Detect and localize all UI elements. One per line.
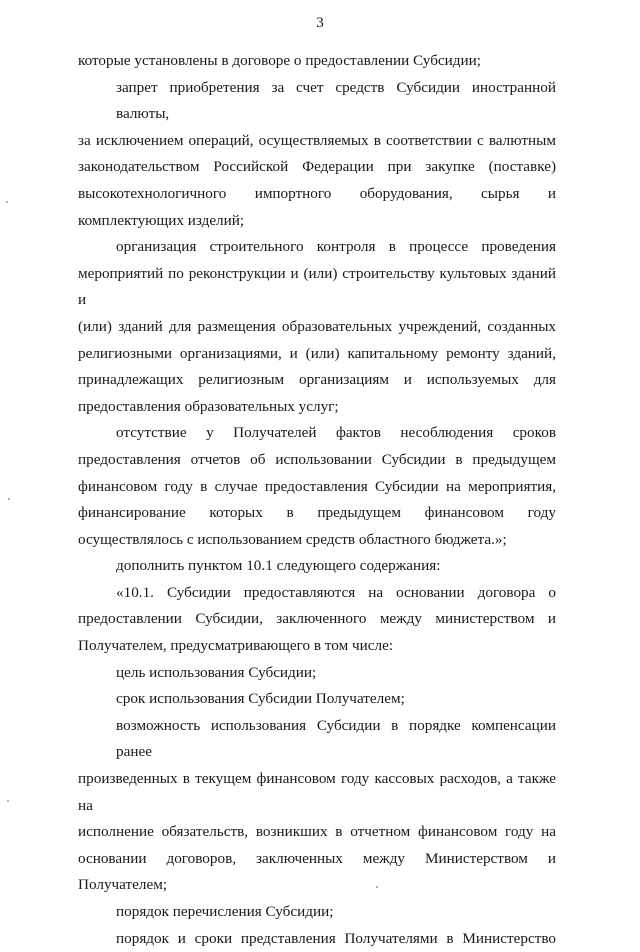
- text-line: религиозными организациями, и (или) капитальному ремонту зданий,: [78, 344, 556, 362]
- text-line: Получателем, предусматривающего в том числе:: [78, 637, 394, 655]
- scan-speck: [8, 498, 10, 500]
- paragraph: [78, 234, 556, 420]
- text-line: отсутствие у Получателей фактов несоблюдения сроков: [116, 424, 556, 442]
- scan-speck: [7, 800, 9, 802]
- paragraph: [78, 48, 556, 75]
- text-line: осуществлялось с использованием средств областного бюджета.»;: [78, 530, 507, 548]
- text-line: цель использования Субсидии;: [116, 663, 317, 681]
- text-line: предоставления отчетов об использовании Субсидии в предыдущем: [78, 450, 556, 468]
- text-line: исполнение обязательств, возникших в отчетном финансовом году на: [78, 823, 556, 841]
- text-line: мероприятий по реконструкции и (или) строительству культовых зданий и: [78, 264, 556, 309]
- paragraph: [78, 899, 556, 926]
- text-line: принадлежащих религиозным организациям и используемых для: [78, 371, 556, 389]
- paragraph: [78, 713, 556, 899]
- text-line: порядок и сроки представления Получателями в Министерство: [116, 929, 556, 947]
- paragraph: [78, 580, 556, 660]
- text-line: организация строительного контроля в процессе проведения: [116, 238, 556, 256]
- paragraph: [78, 553, 556, 580]
- paragraph: [78, 75, 556, 235]
- text-line: срок использования Субсидии Получателем;: [116, 690, 405, 708]
- text-line: которые установлены в договоре о предоставлении Субсидии;: [78, 52, 482, 69]
- document-body: [78, 48, 556, 952]
- text-line: возможность использования Субсидии в порядке компенсации ранее: [116, 716, 556, 761]
- text-line: высокотехнологичного импортного оборудования, сырья и: [78, 184, 556, 202]
- text-line: за исключением операций, осуществляемых в соответствии с валютным: [78, 131, 556, 149]
- scan-speck: [376, 886, 378, 888]
- paragraph: [78, 686, 556, 713]
- text-line: финансовом году в случае предоставления Субсидии на мероприятия,: [78, 477, 556, 495]
- text-line: произведенных в текущем финансовом году кассовых расходов, а также на: [78, 770, 556, 814]
- paragraph: [78, 660, 556, 687]
- text-line: порядок перечисления Субсидии;: [116, 903, 334, 920]
- scan-speck: [6, 201, 8, 203]
- text-line: запрет приобретения за счет средств Субсидии иностранной валюты,: [116, 78, 556, 123]
- paragraph: [78, 420, 556, 553]
- text-line: комплектующих изделий;: [78, 211, 245, 229]
- text-line: основании договоров, заключенных между Министерством и: [78, 849, 556, 867]
- text-line: предоставления образовательных услуг;: [78, 397, 339, 415]
- text-line: предоставлении Субсидии, заключенного между министерством и: [78, 610, 556, 628]
- text-line: законодательством Российской Федерации при закупке (поставке): [78, 158, 556, 176]
- paragraph: [78, 926, 556, 952]
- text-line: «10.1. Субсидии предоставляются на основании договора о: [116, 583, 556, 601]
- text-line: Получателем;: [78, 876, 168, 894]
- text-line: (или) зданий для размещения образовательных учреждений, созданных: [78, 317, 556, 335]
- text-line: финансирование которых в предыдущем финансовом году: [78, 504, 556, 522]
- page-number: 3: [316, 15, 324, 31]
- text-line: дополнить пунктом 10.1 следующего содержания:: [116, 557, 441, 575]
